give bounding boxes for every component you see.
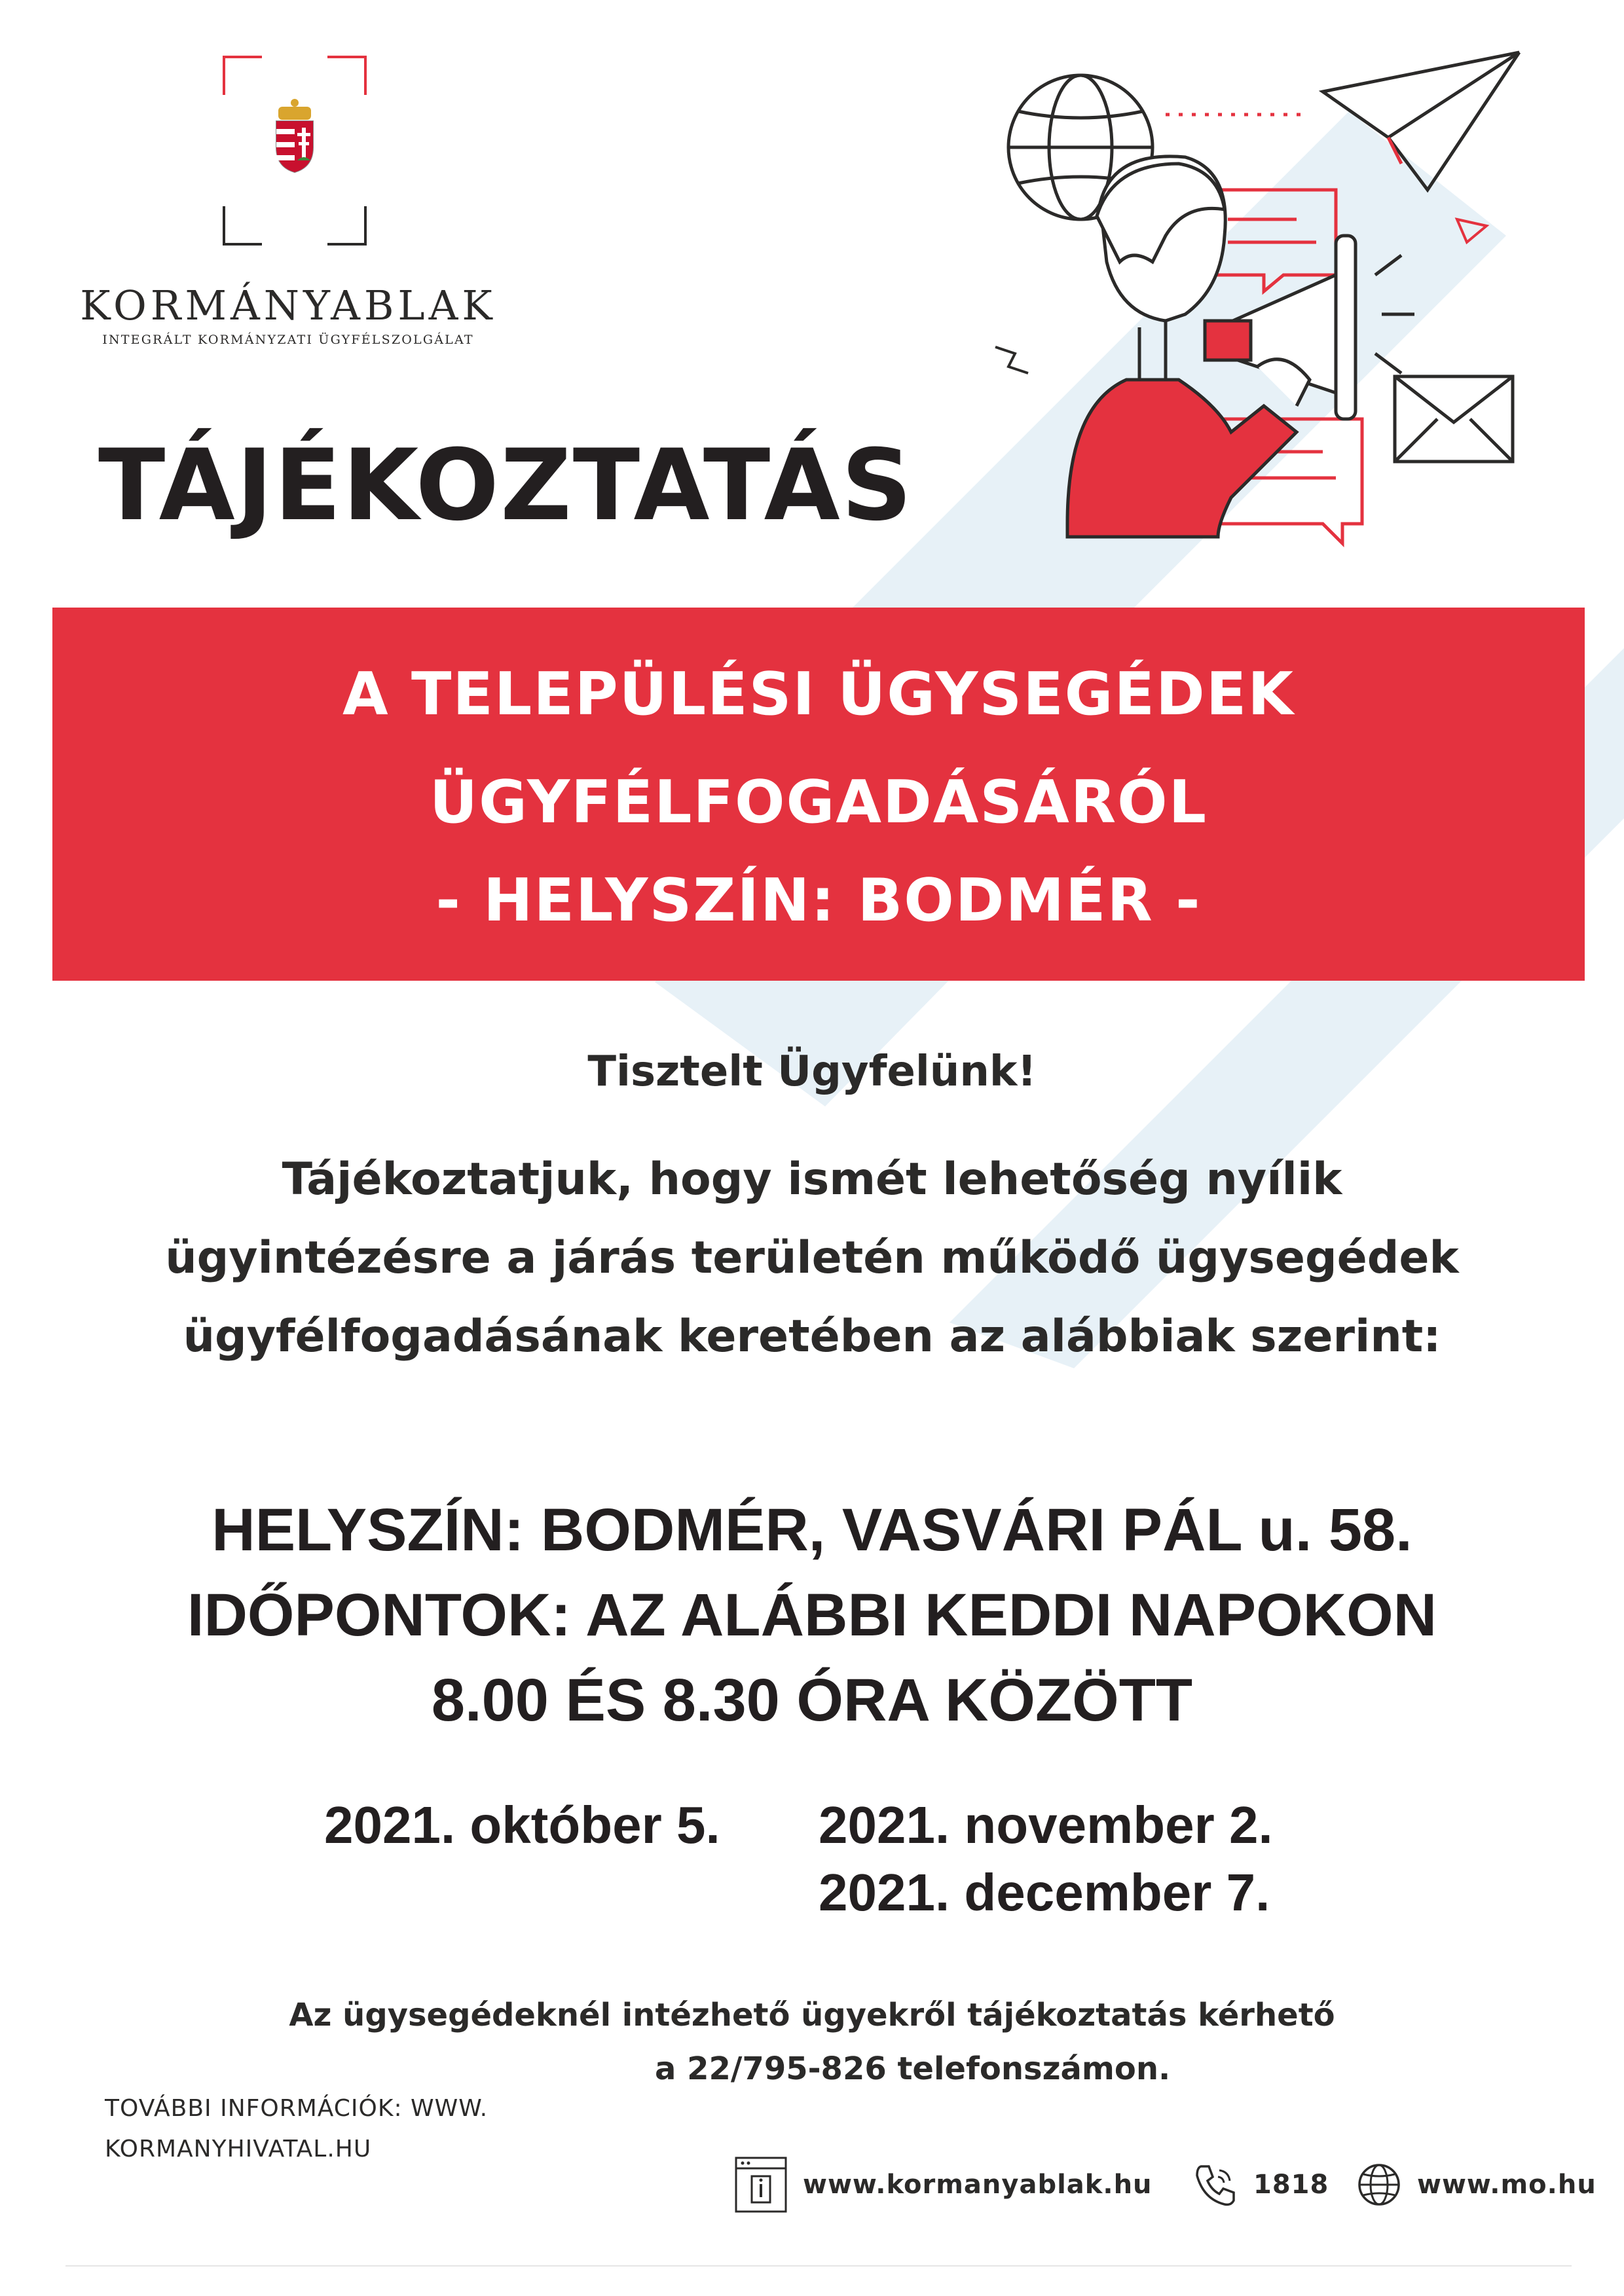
banner-location: - HELYSZÍN: BODMÉR -: [435, 866, 1202, 935]
phone-icon: [1192, 2161, 1239, 2208]
appointment-date: 2021. december 7.: [819, 1863, 1270, 1922]
info-text: Az ügysegédeknél intézhető ügyekről tájékoztatás kérhető: [289, 1997, 1335, 2033]
logo-wordmark: KORMÁNYABLAK: [80, 282, 496, 329]
intro-line: ügyintézésre a járás területén működő ügysegédek: [165, 1232, 1459, 1284]
appointment-hours: 8.00 ÉS 8.30 ÓRA KÖZÖTT: [431, 1667, 1193, 1734]
intro-line: Tájékoztatjuk, hogy ismét lehetőség nyílik: [282, 1154, 1342, 1205]
more-info-line: TOVÁBBI INFORMÁCIÓK: WWW.: [105, 2095, 489, 2122]
globe-icon: [1356, 2161, 1403, 2208]
intro-line: ügyfélfogadásának keretében az alábbiak szerint:: [183, 1311, 1441, 1362]
appointment-date: 2021. november 2.: [819, 1796, 1273, 1854]
page-title: TÁJÉKOZTATÁS: [98, 429, 913, 543]
megaphone-icon: [1205, 236, 1414, 419]
browser-window-icon: [733, 2155, 788, 2214]
appointment-days: IDŐPONTOK: AZ ALÁBBI KEDDI NAPOKON: [187, 1582, 1437, 1649]
envelope-icon: [1395, 376, 1513, 462]
appointment-date: 2021. október 5.: [324, 1796, 720, 1854]
footer-website[interactable]: [733, 2155, 1153, 2214]
footer-phone-number[interactable]: 1818: [1253, 2170, 1329, 2200]
header-banner: [52, 608, 1585, 981]
logo-subtitle: INTEGRÁLT KORMÁNYZATI ÜGYFÉLSZOLGÁLAT: [102, 333, 474, 347]
footer-portal-link[interactable]: www.mo.hu: [1417, 2170, 1596, 2200]
footer-phone[interactable]: [1192, 2155, 1329, 2214]
paper-plane-icon: [1323, 52, 1519, 190]
location-address: HELYSZÍN: BODMÉR, VASVÁRI PÁL u. 58.: [212, 1497, 1412, 1563]
hungarian-coat-of-arms-icon: [276, 99, 313, 172]
logo-emblem: [223, 56, 367, 246]
header-illustration: [969, 39, 1559, 563]
more-info: [105, 2088, 488, 2170]
footer-portal[interactable]: [1356, 2155, 1596, 2214]
banner-line: A TELEPÜLÉSI ÜGYSEGÉDEK: [342, 660, 1295, 729]
footer-website-link[interactable]: www.kormanyablak.hu: [803, 2170, 1153, 2200]
footer-divider: [65, 2265, 1572, 2267]
greeting: Tisztelt Ügyfelünk!: [587, 1048, 1037, 1096]
more-info-line: KORMANYHIVATAL.HU: [105, 2136, 372, 2162]
info-phone-text: a 22/795-826 telefonszámon.: [655, 2050, 1171, 2087]
banner-line: ÜGYFÉLFOGADÁSÁRÓL: [430, 768, 1208, 837]
